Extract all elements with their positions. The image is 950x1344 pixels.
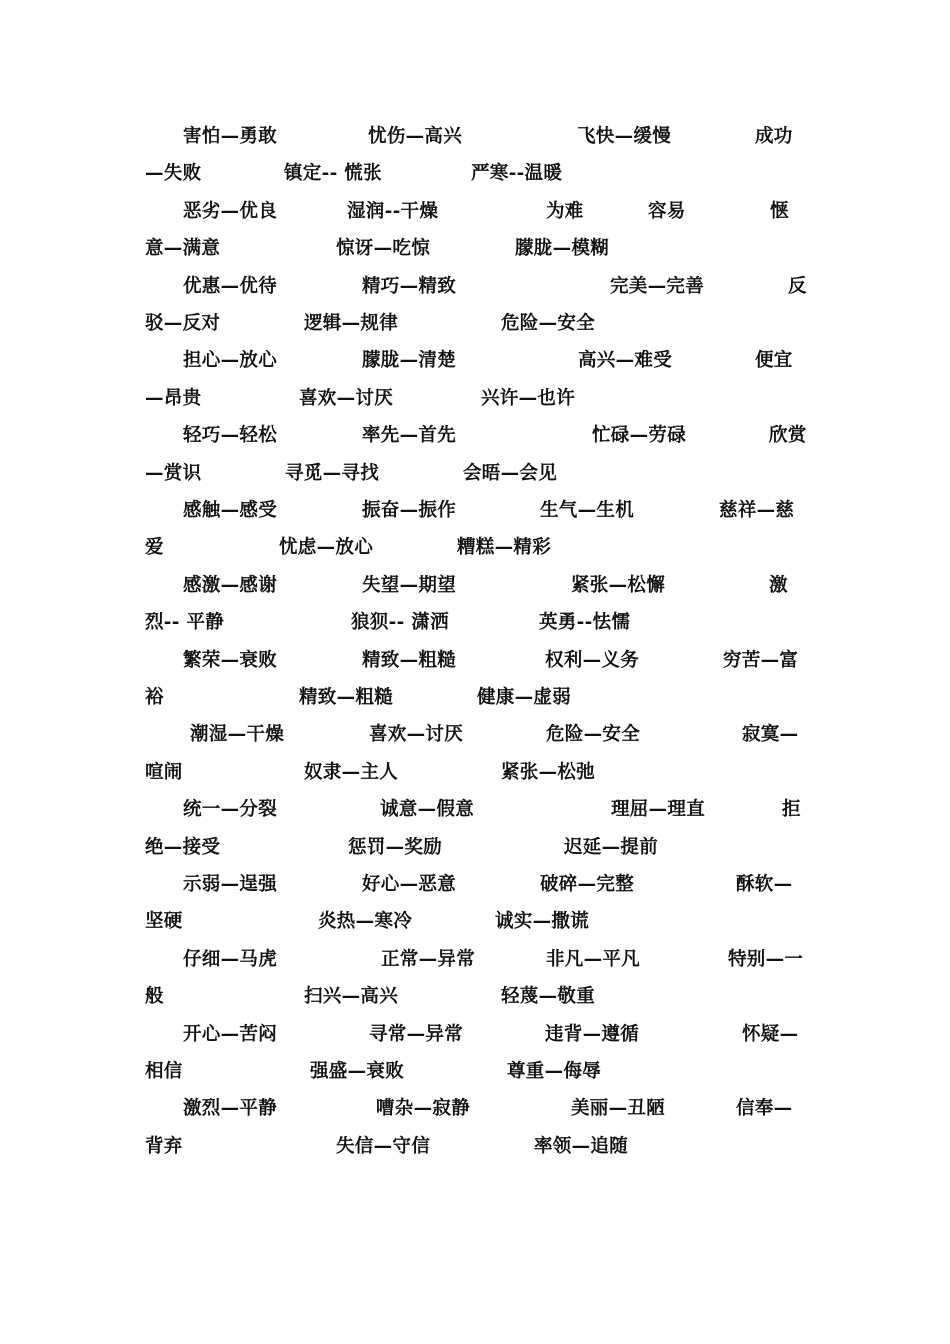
word-pair: 忧伤—高兴 <box>368 126 463 147</box>
word-pair: 拒 <box>782 799 801 821</box>
word-pair: 紧张—松懈 <box>571 574 666 596</box>
word-pair: 感触—感受 <box>183 500 278 521</box>
word-pair: 忧虑—放心 <box>279 537 374 559</box>
word-pair: 强盛—衰败 <box>310 1061 405 1082</box>
word-pair: 寂寞— <box>742 724 799 746</box>
word-pair: 恶劣—优良 <box>183 200 278 222</box>
word-pair: 统一—分裂 <box>183 799 278 821</box>
word-pair: 好心—恶意 <box>362 874 457 895</box>
word-pair: 寻常—异常 <box>369 1023 464 1045</box>
word-pair: 信奉— <box>736 1098 793 1120</box>
word-pair: 惩罚—奖励 <box>348 836 443 858</box>
word-pair: —昂贵 <box>145 387 202 409</box>
word-pair: 爱 <box>145 537 164 559</box>
word-pair: 容易 <box>648 200 686 222</box>
word-pair: 感激—感谢 <box>183 574 278 596</box>
word-pair: 糟糕—精彩 <box>457 537 552 559</box>
word-pair: 开心—苦闷 <box>183 1023 278 1045</box>
word-pair: 奴隶—主人 <box>304 761 399 783</box>
word-pair: 特别—一 <box>728 948 804 970</box>
word-pair: 嘈杂—寂静 <box>376 1098 471 1120</box>
word-pair: 成功 <box>755 126 793 147</box>
word-pair: 背弃 <box>145 1135 183 1157</box>
word-pair: 意—满意 <box>145 238 221 260</box>
word-pair: 怀疑— <box>742 1023 799 1045</box>
word-pair: 穷苦—富 <box>723 649 799 671</box>
word-pair: 健康—虚弱 <box>477 687 572 708</box>
word-pair: 违背—遵循 <box>545 1023 640 1045</box>
word-pair: 朦胧—清楚 <box>362 350 457 372</box>
word-pair: 诚意—假意 <box>380 799 475 821</box>
word-pair: 忙碌—劳碌 <box>592 425 687 447</box>
word-pair: 率先—首先 <box>362 425 457 447</box>
word-pair: 相信 <box>145 1061 183 1082</box>
word-pair: 寻觅—寻找 <box>285 462 380 484</box>
word-pair: 失信—守信 <box>336 1135 431 1157</box>
word-pair: 欣赏 <box>769 425 807 447</box>
word-pair: 镇定-- 慌张 <box>284 163 382 185</box>
word-pair: 扫兴—高兴 <box>304 986 399 1008</box>
word-pair: 惬 <box>770 200 789 222</box>
word-pair: 危险—安全 <box>501 313 596 334</box>
word-pair: 精致—粗糙 <box>362 649 457 671</box>
word-pair: 示弱—逞强 <box>183 874 278 895</box>
word-pair: —失败 <box>145 163 202 185</box>
word-pair: 朦胧—模糊 <box>515 238 610 260</box>
word-pair: 轻巧—轻松 <box>183 425 278 447</box>
word-pair: 飞快—缓慢 <box>577 126 672 147</box>
word-pair: 为难 <box>546 200 584 222</box>
word-pair: 英勇--怯懦 <box>539 612 631 634</box>
word-pair: 喜欢—讨厌 <box>299 387 394 409</box>
word-pair: 振奋—振作 <box>362 500 457 521</box>
word-pair: 驳—反对 <box>145 313 221 334</box>
word-pair: 炎热—寒冷 <box>318 911 413 933</box>
word-pair: 严寒--温暖 <box>471 163 563 185</box>
word-pair: 理屈—理直 <box>611 799 706 821</box>
word-pair: 完美—完善 <box>610 275 705 297</box>
word-pair: 般 <box>145 986 164 1008</box>
word-pair: 酥软— <box>736 874 793 895</box>
word-pair: 生气—生机 <box>540 500 635 521</box>
word-pair: 慈祥—慈 <box>719 500 795 521</box>
word-pair: 危险—安全 <box>546 724 641 746</box>
word-pair: 迟延—提前 <box>564 836 659 858</box>
word-pair: 裕 <box>145 687 164 708</box>
word-pair: 惊讶—吃惊 <box>336 238 431 260</box>
word-pair: 失望—期望 <box>362 574 457 596</box>
word-pair: 激烈—平静 <box>183 1098 278 1120</box>
word-pair: 正常—异常 <box>381 948 476 970</box>
word-pair: 尊重—侮辱 <box>507 1061 602 1082</box>
word-pair: 湿润--干燥 <box>347 200 439 222</box>
word-pair: 狼狈-- 潇洒 <box>351 612 449 634</box>
word-pair: 非凡—平凡 <box>546 948 641 970</box>
word-pair: 精巧—精致 <box>362 275 457 297</box>
word-pair: 害怕—勇敢 <box>183 126 278 147</box>
word-pair: 兴许—也许 <box>481 387 576 409</box>
word-pair: 仔细—马虎 <box>183 948 278 970</box>
word-pair: 烈-- 平静 <box>145 612 225 634</box>
word-pair: 喜欢—讨厌 <box>369 724 464 746</box>
word-pair: 紧张—松弛 <box>501 761 596 783</box>
word-pair: 喧闹 <box>145 761 183 783</box>
word-pair: 高兴—难受 <box>578 350 673 372</box>
word-pair: 便宜 <box>755 350 793 372</box>
word-pair: 优惠—优待 <box>183 275 278 297</box>
word-pair: 破碎—完整 <box>540 874 635 895</box>
word-pair: 轻蔑—敬重 <box>501 986 596 1008</box>
word-pair: 担心—放心 <box>183 350 278 372</box>
word-pair: 会晤—会见 <box>463 462 558 484</box>
word-pair: 率领—追随 <box>534 1135 629 1157</box>
word-pair: 权利—义务 <box>545 649 640 671</box>
word-pair: 精致—粗糙 <box>299 687 394 708</box>
word-pair: 坚硬 <box>145 911 183 933</box>
word-pair: 逻辑—规律 <box>304 313 399 334</box>
word-pair: 绝—接受 <box>145 836 221 858</box>
word-pair: 反 <box>788 275 807 297</box>
word-pair: 潮湿—干燥 <box>190 724 285 746</box>
word-pair: 激 <box>769 574 788 596</box>
word-pair: 美丽—丑陋 <box>571 1098 666 1120</box>
word-pair: —赏识 <box>145 462 202 484</box>
word-pair: 诚实—撒谎 <box>495 911 590 933</box>
word-pair: 繁荣—衰败 <box>183 649 278 671</box>
